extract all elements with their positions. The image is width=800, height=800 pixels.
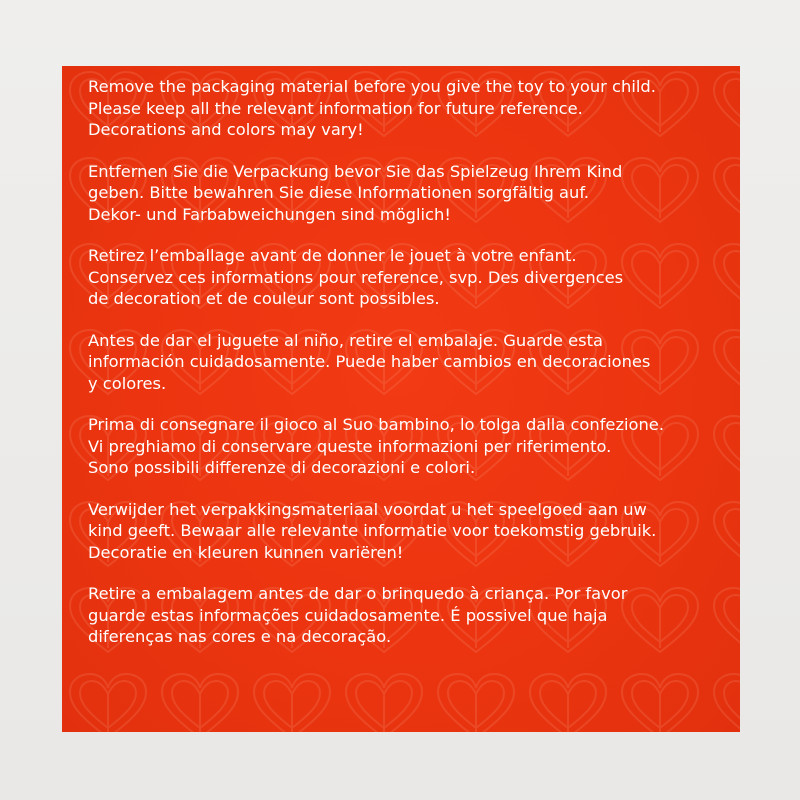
text-line: Remove the packaging material before you give the toy to your child. — [88, 77, 656, 96]
paragraph-dutch — [88, 499, 738, 564]
text-line: Entfernen Sie die Verpackung bevor Sie das Spielzeug Ihrem Kind — [88, 161, 623, 181]
text-line: información cuidadosamente. Puede haber cambios en decoraciones — [88, 352, 651, 371]
paragraph-spanish — [88, 330, 738, 395]
text-line: Antes de dar el juguete al niño, retire el embalaje. Guarde esta — [88, 330, 603, 350]
text-line: Verwijder het verpakkingsmateriaal voordat u het speelgoed aan uw — [88, 499, 647, 519]
paragraph-portuguese — [88, 583, 738, 648]
paragraph-italian — [88, 414, 738, 479]
text-line: de decoration et de couleur sont possibles. — [88, 289, 440, 308]
text-line: Retire a embalagem antes de dar o brinquedo à criança. Por favor — [88, 584, 628, 603]
text-line: Decorations and colors may vary! — [88, 120, 364, 139]
text-line: geben. Bitte bewahren Sie diese Informationen sorgfältig auf. — [88, 183, 590, 202]
paragraph-german — [88, 161, 738, 226]
text-line: diferenças nas cores e na decoração. — [88, 627, 392, 646]
text-line: Vi preghiamo di conservare queste informazioni per riferimento. — [88, 436, 612, 456]
text-line: kind geeft. Bewaar alle relevante informatie voor toekomstig gebruik. — [88, 521, 657, 540]
text-line: y colores. — [88, 373, 167, 393]
text-line: Dekor- und Farbabweichungen sind möglich! — [88, 204, 451, 224]
text-line: Retirez l’emballage avant de donner le jouet à votre enfant. — [88, 246, 577, 265]
packaging-label-panel — [62, 66, 740, 732]
text-line: Decoratie en kleuren kunnen variëren! — [88, 542, 404, 562]
safety-notice-text — [88, 76, 738, 668]
text-line: Sono possibili differenze di decorazioni e colori. — [88, 458, 476, 477]
text-line: Please keep all the relevant information for future reference. — [88, 98, 583, 118]
text-line: Conservez ces informations pour reference, svp. Des divergences — [88, 267, 624, 287]
text-line: Prima di consegnare il gioco al Suo bambino, lo tolga dalla confezione. — [88, 415, 664, 434]
text-line: guarde estas informações cuidadosamente. É possivel que haja — [88, 605, 608, 625]
paragraph-french — [88, 245, 738, 310]
paragraph-english — [88, 76, 738, 141]
